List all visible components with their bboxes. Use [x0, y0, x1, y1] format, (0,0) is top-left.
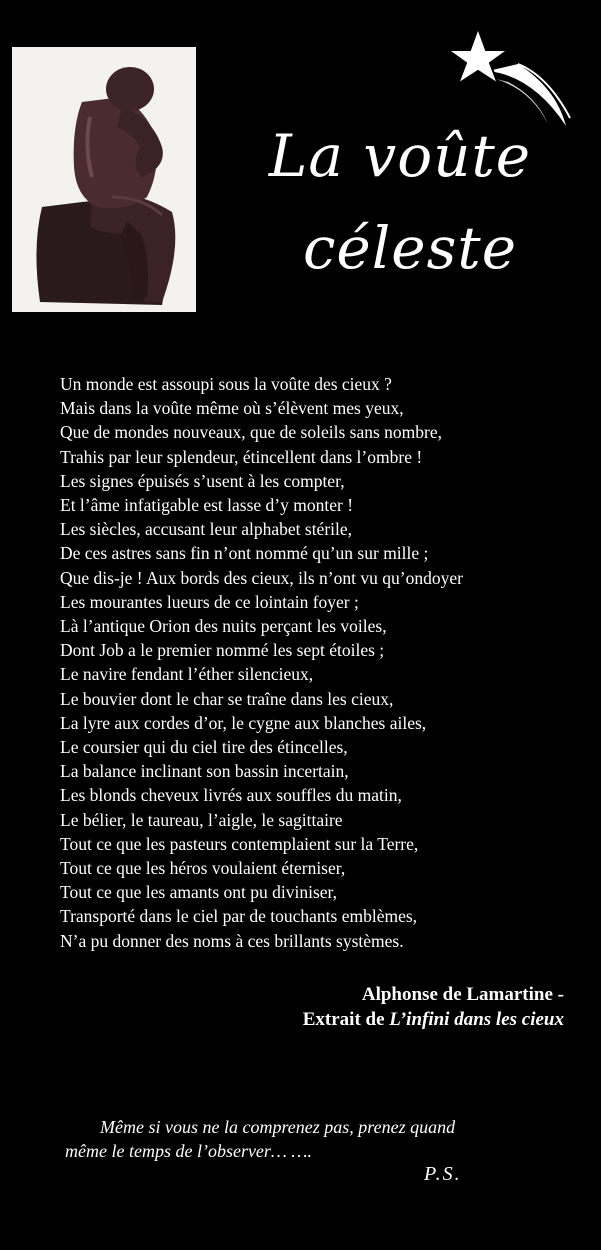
poem-line: La lyre aux cordes d’or, le cygne aux blanches ailes, [60, 712, 427, 733]
poem-line: Et l’âme infatigable est lasse d’y monter ! [60, 495, 354, 516]
source-line [303, 1007, 564, 1032]
attribution [303, 982, 564, 1032]
poem-line: Que de mondes nouveaux, que de soleils sans nombre, [60, 422, 443, 443]
poem-line: Le bélier, le taureau, l’aigle, le sagittaire [60, 809, 343, 830]
poem-text [60, 372, 580, 953]
poem-line: Tout ce que les amants ont pu diviniser, [60, 882, 338, 903]
poem-line: La balance inclinant son bassin incertain, [60, 761, 349, 782]
poem-line: Le bouvier dont le char se traîne dans les cieux, [60, 688, 394, 709]
poem-line: Trahis par leur splendeur, étincellent dans l’ombre ! [60, 446, 423, 467]
thinker-statue-photo [12, 47, 196, 312]
poem-line: Tout ce que les pasteurs contemplaient sur la Terre, [60, 833, 419, 854]
title-line-1: La voûte [268, 122, 532, 190]
poem-line: Mais dans la voûte même où s’élèvent mes yeux, [60, 398, 404, 419]
author-name: Alphonse de Lamartine - [361, 984, 564, 1005]
poem-line: Que dis-je ! Aux bords des cieux, ils n’ont vu qu’ondoyer [60, 567, 463, 588]
note-line-2: même le temps de l’observer… …. [65, 1141, 312, 1161]
extract-prefix: Extrait de [302, 1009, 390, 1030]
poem-line: Là l’antique Orion des nuits perçant les voiles, [60, 616, 387, 637]
poem-line: Les mourantes lueurs de ce lointain foyer ; [60, 591, 359, 612]
poem-line: Les signes épuisés s’usent à les compter, [60, 470, 345, 491]
poem-line: Les blonds cheveux livrés aux souffles du matin, [60, 785, 402, 806]
poem-line: N’a pu donner des noms à ces brillants systèmes. [60, 930, 404, 951]
poem-line: Transporté dans le ciel par de touchants emblèmes, [60, 906, 418, 927]
poem-line: Tout ce que les héros voulaient éterniser, [60, 858, 346, 879]
closing-note [65, 1115, 545, 1163]
poem-line: Le navire fendant l’éther silencieux, [60, 664, 314, 685]
poem-line: Les siècles, accusant leur alphabet stérile, [60, 519, 353, 540]
title-line-2: céleste [302, 214, 518, 282]
note-line-1: Même si vous ne la comprenez pas, prenez quand [100, 1117, 456, 1137]
poem-line: Le coursier qui du ciel tire des étincelles, [60, 737, 348, 758]
poem-line: Dont Job a le premier nommé les sept étoiles ; [60, 640, 385, 661]
page-title [215, 110, 585, 294]
poem-line: De ces astres sans fin n’ont nommé qu’un sur mille ; [60, 543, 429, 564]
work-title: L’infini dans les cieux [389, 1009, 564, 1030]
signature: P.S. [424, 1163, 462, 1185]
poem-line: Un monde est assoupi sous la voûte des cieux ? [60, 374, 392, 394]
